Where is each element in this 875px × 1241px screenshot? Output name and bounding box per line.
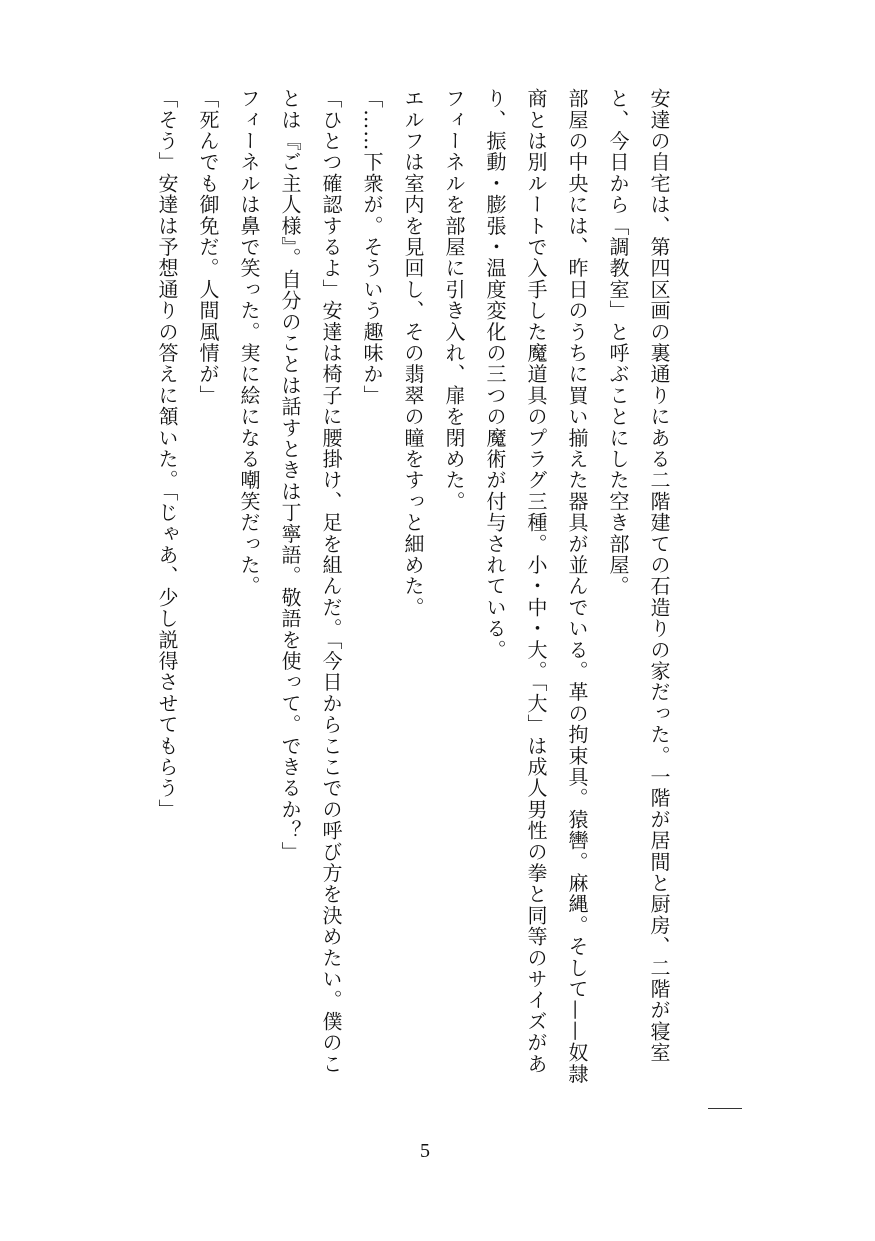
paragraph: 「ひとつ確認するよ」安達は椅子に腰掛け、足を組んだ。「今日からここでの呼び方を決めたい。僕のことは『ご主人様』。自分のことは話すときは丁寧語。敬語を使って。できるか？」 (278, 88, 343, 1075)
paragraph: 安達の自宅は、第四区画の裏通りにある二階建ての石造りの家だった。一階が居間と厨房、二階が寝室と、今日から「調教室」と呼ぶことにした空き部屋。 (606, 88, 671, 1064)
paragraph: 「そう」安達は予想通りの答えに頷いた。「じゃあ、少し説得させてもらう」 (155, 88, 179, 820)
page-number: 5 (420, 1140, 430, 1162)
vertical-text-body (146, 88, 679, 1088)
paragraph: フィーネルは鼻で笑った。実に絵になる嘲笑だった。 (237, 88, 261, 597)
margin-rule (708, 1108, 742, 1109)
paragraph: 「……下衆が。そういう趣味か」 (360, 88, 384, 406)
paragraph: 「死んでも御免だ。人間風情が」 (196, 88, 220, 406)
paragraph: 部屋の中央には、昨日のうちに買い揃えた器具が並んでいる。革の拘束具。猿轡。麻縄。そして——奴隷商とは別ルートで入手した魔道具のプラグ三種。小・中・大。「大」は成人男性の拳と同等のサイズがあり、振動・膨張・温度変化の三つの魔術が付与されている。 (483, 88, 589, 1085)
paragraph: エルフは室内を見回し、その翡翠の瞳をすっと細めた。 (401, 88, 425, 618)
paragraph: フィーネルを部屋に引き入れ、扉を閉めた。 (442, 88, 466, 512)
